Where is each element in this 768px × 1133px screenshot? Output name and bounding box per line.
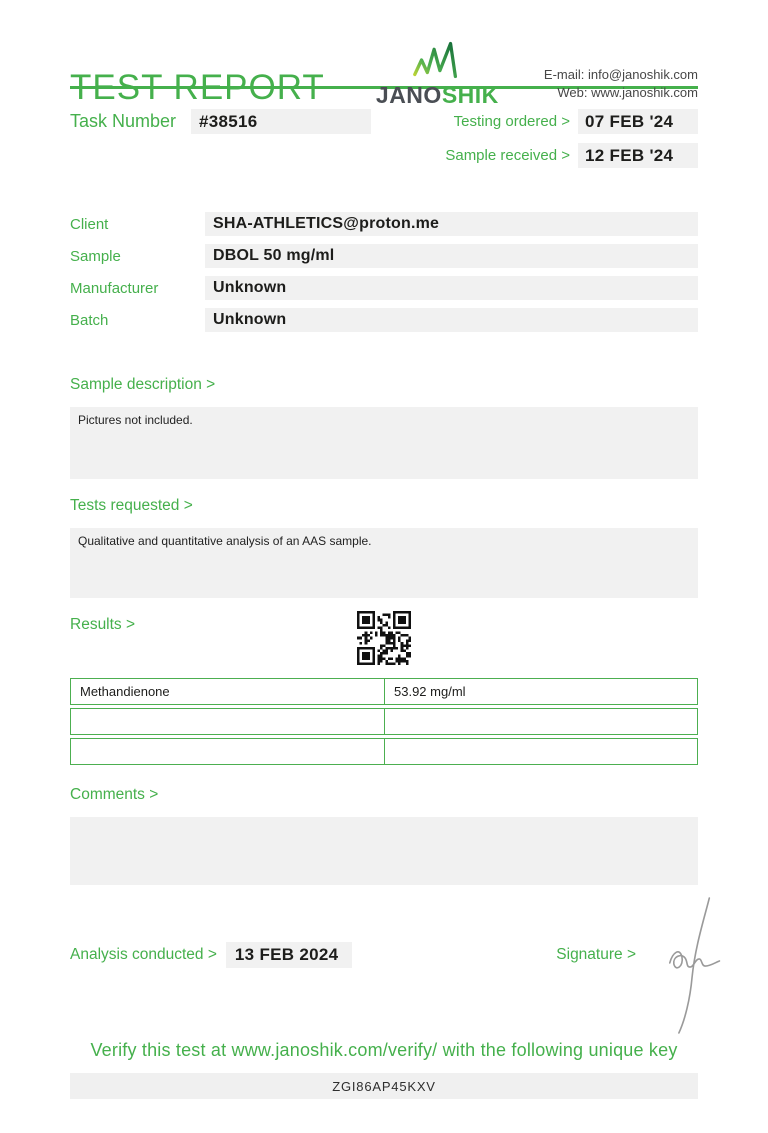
tests-requested-heading: Tests requested > bbox=[70, 497, 193, 514]
sample-received-date: 12 FEB '24 bbox=[578, 143, 698, 168]
verify-key: ZGI86AP45KXV bbox=[70, 1073, 698, 1099]
sample-received-label: Sample received > bbox=[445, 147, 570, 164]
trend-chart-icon bbox=[408, 40, 466, 80]
analysis-conducted bbox=[70, 942, 352, 968]
table-row bbox=[70, 708, 698, 735]
task-number-label: Task Number bbox=[70, 111, 177, 131]
testing-ordered-row bbox=[445, 109, 698, 134]
qr-code bbox=[357, 611, 411, 665]
sample-description-heading: Sample description > bbox=[70, 376, 216, 393]
task-number-value: #38516 bbox=[191, 109, 371, 134]
substance-cell bbox=[70, 738, 384, 765]
comments-heading: Comments > bbox=[70, 786, 159, 803]
verify-instruction: Verify this test at www.janoshik.com/verify/ with the following unique key bbox=[90, 1040, 678, 1060]
detail-row-manufacturer bbox=[70, 276, 698, 300]
results-table bbox=[70, 678, 698, 765]
comments-box bbox=[70, 817, 698, 885]
amount-cell bbox=[384, 738, 698, 765]
amount-cell bbox=[384, 708, 698, 735]
manufacturer-value: Unknown bbox=[205, 276, 698, 300]
contact-info bbox=[544, 66, 698, 102]
batch-value: Unknown bbox=[205, 308, 698, 332]
signature-block bbox=[556, 946, 636, 964]
brand-suffix: SHIK bbox=[441, 82, 499, 108]
brand-prefix: JANO bbox=[375, 82, 442, 108]
table-row bbox=[70, 678, 698, 705]
manufacturer-label: Manufacturer bbox=[70, 279, 159, 297]
detail-row-sample bbox=[70, 244, 698, 268]
client-value: SHA-ATHLETICS@proton.me bbox=[205, 212, 698, 236]
dates-column bbox=[445, 109, 698, 168]
contact-web: Web: www.janoshik.com bbox=[557, 85, 698, 101]
brand-name bbox=[376, 82, 499, 109]
detail-row-client bbox=[70, 212, 698, 236]
amount-cell: 53.92 mg/ml bbox=[384, 678, 698, 705]
substance-cell bbox=[70, 708, 384, 735]
sample-received-row bbox=[445, 143, 698, 168]
testing-ordered-date: 07 FEB '24 bbox=[578, 109, 698, 134]
tests-requested-section bbox=[70, 497, 698, 598]
detail-row-batch bbox=[70, 308, 698, 332]
results-heading: Results > bbox=[70, 616, 136, 633]
sample-value: DBOL 50 mg/ml bbox=[205, 244, 698, 268]
sample-description-section bbox=[70, 376, 698, 479]
substance-cell: Methandienone bbox=[70, 678, 384, 705]
sample-details bbox=[70, 212, 698, 332]
task-section bbox=[70, 109, 698, 168]
tests-requested-box: Qualitative and quantitative analysis of an AAS sample. bbox=[70, 528, 698, 598]
janoshik-logo bbox=[376, 40, 499, 109]
testing-ordered-label: Testing ordered > bbox=[453, 113, 570, 130]
analysis-conducted-date: 13 FEB 2024 bbox=[226, 942, 352, 968]
analysis-conducted-label: Analysis conducted > bbox=[70, 946, 217, 963]
signature-label: Signature > bbox=[556, 946, 636, 963]
client-label: Client bbox=[70, 215, 109, 233]
page-title: TEST REPORT bbox=[70, 68, 325, 107]
sample-description-box: Pictures not included. bbox=[70, 407, 698, 479]
comments-section bbox=[70, 786, 698, 885]
table-row bbox=[70, 738, 698, 765]
results-section bbox=[70, 616, 698, 765]
task-number-row bbox=[70, 109, 371, 168]
report-header bbox=[70, 0, 698, 108]
contact-email: E-mail: info@janoshik.com bbox=[543, 67, 698, 82]
signature-handwriting bbox=[648, 894, 726, 1036]
batch-label: Batch bbox=[70, 311, 109, 329]
analysis-signature-row bbox=[70, 942, 698, 968]
sample-label: Sample bbox=[70, 247, 121, 265]
